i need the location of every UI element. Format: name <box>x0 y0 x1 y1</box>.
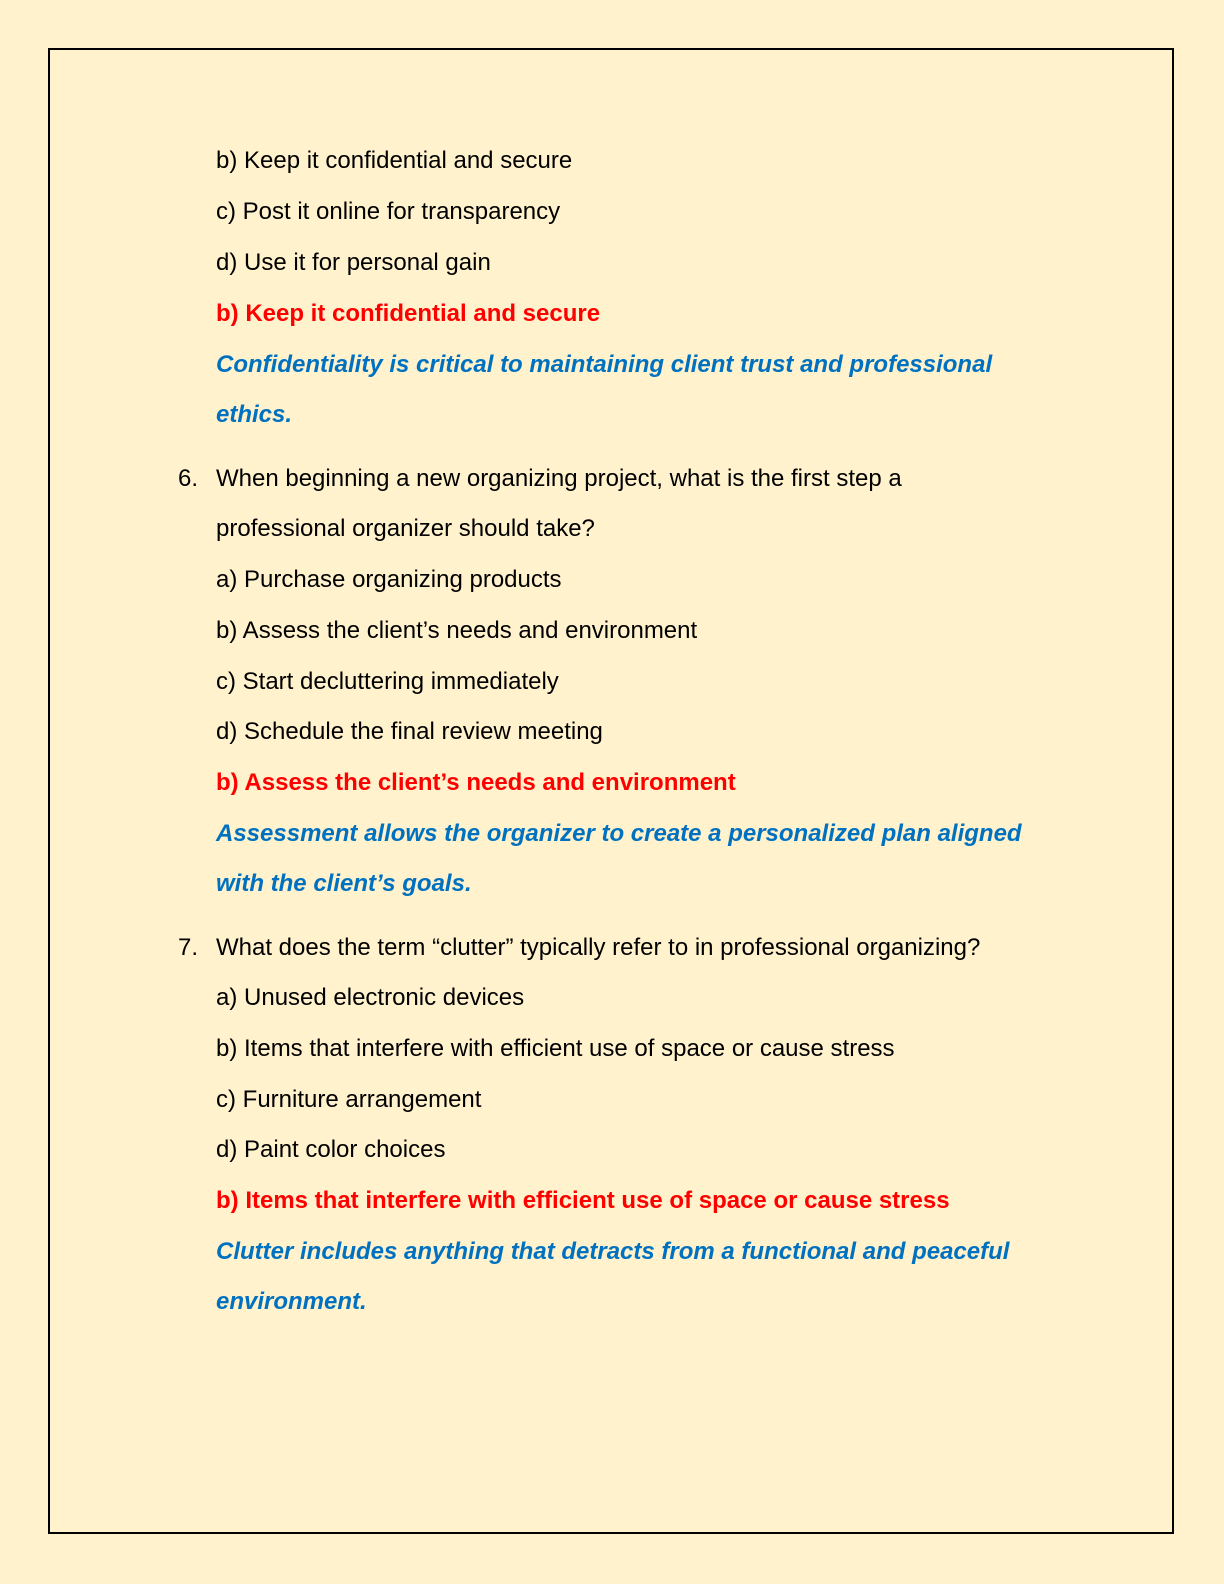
q6-option-c: c) Start decluttering immediately <box>216 668 559 695</box>
q5-explanation-line2: ethics. <box>216 401 293 428</box>
q7-option-b: b) Items that interfere with efficient use of space or cause stress <box>216 1035 895 1062</box>
q5-option-d: d) Use it for personal gain <box>216 249 491 276</box>
q7-explanation-line2: environment. <box>216 1288 367 1315</box>
q6-question-line1: When beginning a new organizing project, what is the first step a <box>216 465 902 492</box>
q6-option-b: b) Assess the client’s needs and environment <box>216 617 698 644</box>
q6-option-a: a) Purchase organizing products <box>216 566 562 593</box>
q6-option-d: d) Schedule the final review meeting <box>216 718 603 745</box>
q6-answer: b) Assess the client’s needs and environment <box>216 769 736 796</box>
q5-option-c: c) Post it online for transparency <box>216 198 561 225</box>
q7-answer: b) Items that interfere with efficient use of space or cause stress <box>216 1187 950 1214</box>
q6-explanation-line2: with the client’s goals. <box>216 870 472 897</box>
q6-question-line2: professional organizer should take? <box>216 515 595 542</box>
q7-option-d: d) Paint color choices <box>216 1136 446 1163</box>
q7-number: 7. <box>178 934 199 961</box>
q5-answer: b) Keep it confidential and secure <box>216 300 601 327</box>
q7-option-c: c) Furniture arrangement <box>216 1086 482 1113</box>
q6-explanation-line1: Assessment allows the organizer to create a personalized plan aligned <box>216 820 1022 847</box>
q7-option-a: a) Unused electronic devices <box>216 984 525 1011</box>
q6-number: 6. <box>178 465 199 492</box>
q7-explanation-line1: Clutter includes anything that detracts from a functional and peaceful <box>216 1238 1010 1265</box>
q7-question-line1: What does the term “clutter” typically refer to in professional organizing? <box>216 934 981 961</box>
q5-option-b: b) Keep it confidential and secure <box>216 147 573 174</box>
q5-explanation-line1: Confidentiality is critical to maintaining client trust and professional <box>216 351 993 378</box>
